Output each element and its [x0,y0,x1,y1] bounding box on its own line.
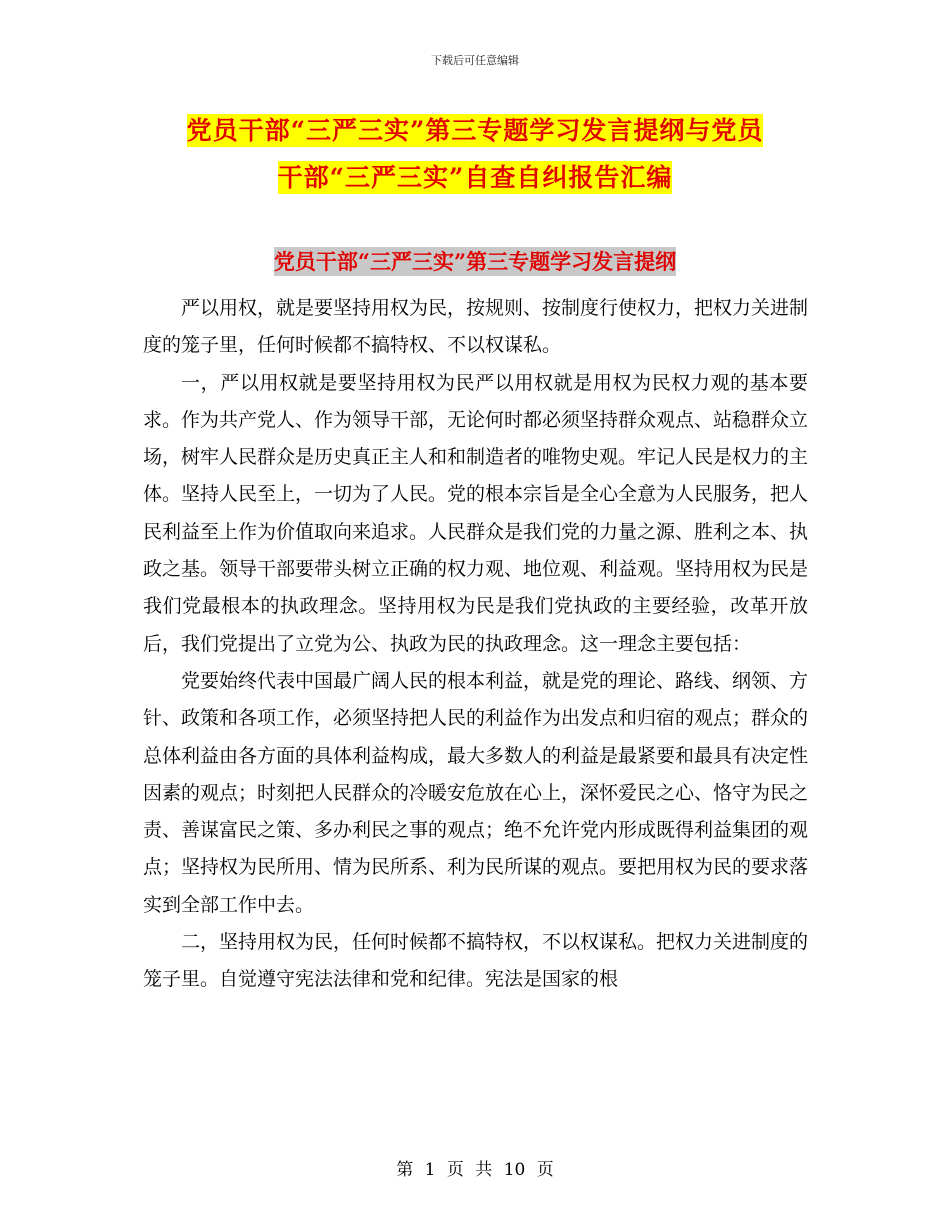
page-number: 第 1 页 共 10 页 [396,1160,554,1180]
document-title-line-2 [0,158,950,198]
document-title-text-1: 党员干部“三严三实”第三专题学习发言提纲与党员 [186,116,764,145]
document-title-line-1 [0,111,950,151]
document-body [143,290,808,999]
paragraph: 党要始终代表中国最广阔人民的根本利益，就是党的理论、路线、纲领、方针、政策和各项工作，必须坚持把人民的利益作为出发点和归宿的观点；群众的总体利益由各方面的具体利益构成，最大多数人的利益是最紧要和最具有决定性因素的观点；时刻把人民群众的冷暖安危放在心上，深怀爱民之心、恪守为民之责、善谋富民之策、多办利民之事的观点；绝不允许党内形成既得利益集团的观点；坚持权为民所用、情为民所系、利为民所谋的观点。要把用权为民的要求落实到全部工作中去。 [143,669,809,916]
paragraph: 一，严以用权就是要坚持用权为民严以用权就是用权为民权力观的基本要求。作为共产党人、作为领导干部，无论何时都必须坚持群众观点、站稳群众立场，树牢人民群众是历史真正主人和和制造者的唯物史观。牢记人民是权力的主体。坚持人民至上，一切为了人民。党的根本宗旨是全心全意为人民服务，把人民利益至上作为价值取向来追求。人民群众是我们党的力量之源、胜利之本、执政之基。领导干部要带头树立正确的权力观、地位观、利益观。坚持用权为民是我们党最根本的执政理念。坚持用权为民是我们党执政的主要经验，改革开放后，我们党提出了立党为公、执政为民的执政理念。这一理念主要包括： [143,371,809,655]
section-title [0,246,950,278]
paragraph: 严以用权，就是要坚持用权为民，按规则、按制度行使权力，把权力关进制度的笼子里，任何时候都不搞特权、不以权谋私。 [143,297,809,357]
document-title-text-2: 干部“三严三实”自查自纠报告汇编 [277,163,673,192]
page-header-note: 下载后可任意编辑 [431,54,519,67]
paragraph: 二，坚持用权为民，任何时候都不搞特权，不以权谋私。把权力关进制度的笼子里。自觉遵守宪法法律和党和纪律。宪法是国家的根 [143,931,809,991]
section-title-text: 党员干部“三严三实”第三专题学习发言提纲 [273,249,677,274]
